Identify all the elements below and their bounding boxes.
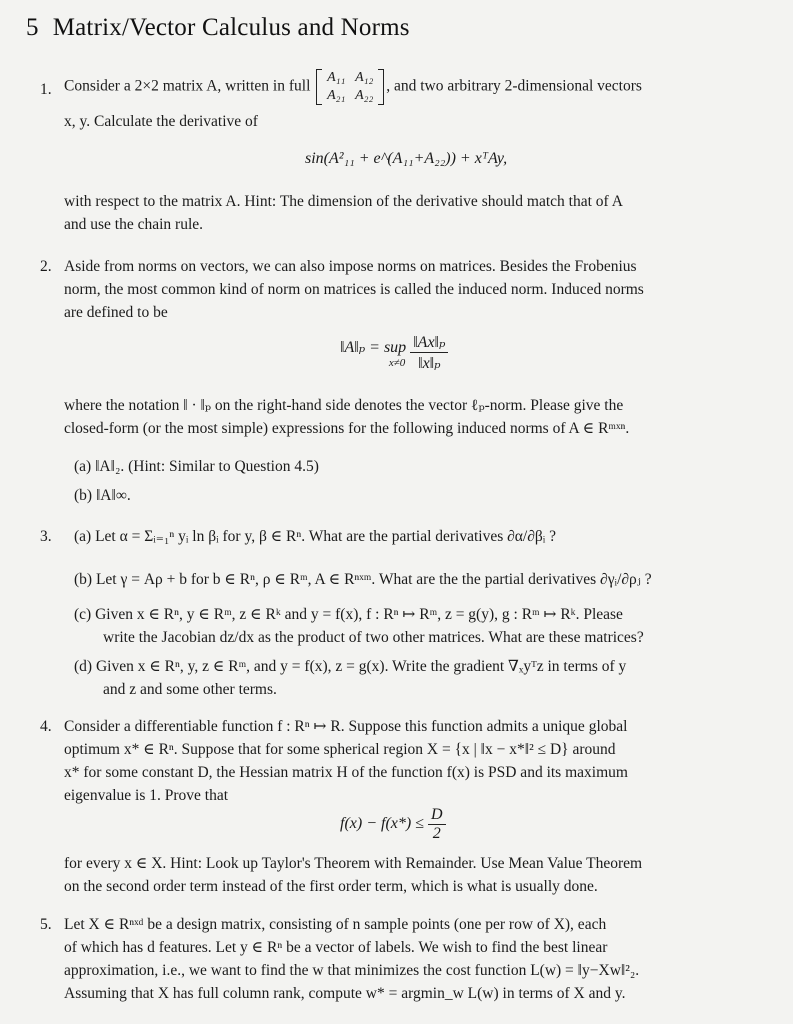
matrix-a12: A₁₂ (355, 70, 374, 85)
q3-number: 3. (40, 528, 52, 545)
q2-part-a: (a) ‖A‖₂. (Hint: Similar to Question 4.5) (74, 458, 319, 475)
q2-eq-denominator: ‖x‖ₚ (418, 355, 441, 372)
q4-line5: for every x ∈ X. Hint: Look up Taylor's Theorem with Remainder. Use Mean Value Theorem (64, 855, 643, 872)
q1-line1 (64, 69, 764, 105)
q4-line6: on the second order term instead of the first order term, which is what is usually done. (64, 878, 598, 895)
q3-part-d-line2: and z and some other terms. (103, 681, 277, 698)
q4-number: 4. (40, 718, 52, 735)
q4-line2: optimum x* ∈ Rⁿ. Suppose that for some spherical region X = {x | ‖x − x*‖² ≤ D} around (64, 741, 616, 758)
q2-line5: closed-form (or the most simple) expressions for the following induced norms of A ∈ Rᵐˣⁿ. (64, 420, 630, 437)
q1-line3: with respect to the matrix A. Hint: The dimension of the derivative should match that of A (64, 193, 623, 210)
q4-line4: eigenvalue is 1. Prove that (64, 787, 228, 804)
q5-line4: Assuming that X has full column rank, compute w* = argmin_w L(w) in terms of X and y. (64, 985, 626, 1002)
section-heading (26, 14, 410, 42)
q5-line3: approximation, i.e., we want to find the w that minimizes the cost function L(w) = ‖y−Xw‖²₂. (64, 962, 640, 979)
q2-eq-lhs: ‖A‖ₚ = sup (340, 338, 407, 356)
q3-part-c-line1: (c) Given x ∈ Rⁿ, y ∈ Rᵐ, z ∈ Rᵏ and y = f(x), f : Rⁿ ↦ Rᵐ, z = g(y), g : Rᵐ ↦ Rᵏ. Please (74, 606, 623, 623)
matrix-a22: A₂₂ (355, 88, 374, 103)
q2-line1: Aside from norms on vectors, we can also impose norms on matrices. Besides the Frobenius (64, 258, 637, 275)
q4-equation (340, 806, 446, 843)
q4-line1: Consider a differentiable function f : Rⁿ ↦ R. Suppose this function admits a unique global (64, 718, 628, 735)
q1-line2: x, y. Calculate the derivative of (64, 113, 258, 130)
q2-equation (340, 332, 448, 373)
matrix-a21: A₂₁ (327, 88, 346, 103)
q2-line2: norm, the most common kind of norm on matrices is called the induced norm. Induced norms (64, 281, 644, 298)
q2-line3: are defined to be (64, 304, 168, 321)
q2-eq-numerator: ‖Ax‖ₚ (410, 332, 448, 353)
q3-part-b: (b) Let γ = Aρ + b for b ∈ Rⁿ, ρ ∈ Rᵐ, A ∈ Rⁿˣᵐ. What are the the partial derivatives ∂γᵢ/∂ρⱼ ? (74, 571, 652, 588)
q4-eq-lhs: f(x) − f(x*) ≤ (340, 815, 424, 833)
matrix-a11: A₁₁ (327, 70, 346, 85)
q4-eq-numerator: D (428, 806, 446, 825)
q3-part-a: (a) Let α = Σᵢ₌₁ⁿ yᵢ ln βᵢ for y, β ∈ Rⁿ. What are the partial derivatives ∂α/∂βᵢ ? (74, 528, 557, 545)
q1-line1-text-b: , and two arbitrary 2-dimensional vectors (386, 77, 642, 95)
q4-eq-fraction (428, 806, 446, 843)
q1-matrix (316, 69, 384, 105)
q5-number: 5. (40, 916, 52, 933)
q2-number: 2. (40, 258, 52, 275)
q1-line4: and use the chain rule. (64, 216, 204, 233)
section-title: Matrix/Vector Calculus and Norms (52, 14, 410, 41)
q1-line1-text-a: Consider a 2×2 matrix A, written in full (64, 77, 311, 95)
section-number: 5 (26, 14, 39, 41)
q5-line2: of which has d features. Let y ∈ Rⁿ be a vector of labels. We wish to find the best linear (64, 939, 608, 956)
q4-line3: x* for some constant D, the Hessian matrix H of the function f(x) is PSD and its maximum (64, 764, 628, 781)
q4-eq-denominator: 2 (432, 825, 441, 842)
q3-part-c-line2: write the Jacobian dz/dx as the product of two other matrices. What are these matrices? (103, 629, 644, 646)
q2-eq-under: x≠0 (388, 356, 406, 369)
q2-part-b: (b) ‖A‖∞. (74, 487, 131, 504)
q1-number: 1. (40, 81, 52, 98)
q1-equation: sin(A²₁₁ + e^(A₁₁+A₂₂)) + xᵀAy, (305, 150, 508, 167)
q5-line1: Let X ∈ Rⁿˣᵈ be a design matrix, consisting of n sample points (one per row of X), each (64, 916, 607, 933)
q3-part-d-line1: (d) Given x ∈ Rⁿ, y, z ∈ Rᵐ, and y = f(x), z = g(x). Write the gradient ∇ₓyᵀz in terms of y (74, 658, 627, 675)
q2-eq-fraction (410, 332, 448, 373)
q2-line4: where the notation ‖ · ‖ₚ on the right-hand side denotes the vector ℓₚ-norm. Please give the (64, 397, 624, 414)
